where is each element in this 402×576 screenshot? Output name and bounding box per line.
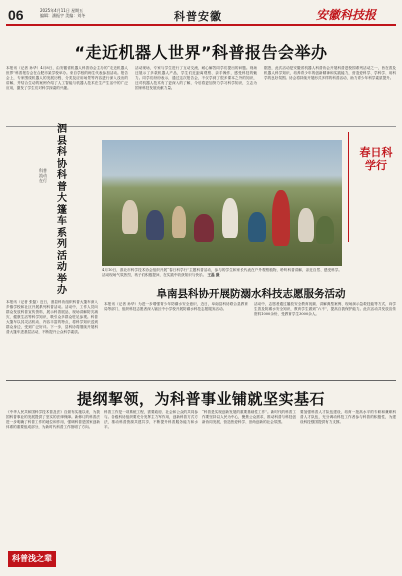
- page-number: 06: [8, 7, 24, 23]
- article-body: 活动现场，专家与学生进行了互动交流，耐心解答同学们提出的问题。现场还展示了多款机器人产品，学生们近距离观察、亲手操作，感受科技的魅力。同学们纷纷表示，通过这次报告会，不仅学到了很多课本之外的知识，还对机器人技术有了更深入的了解，今后将更加努力学习科学知识，立志为国家科技发展贡献力量。: [135, 66, 257, 90]
- person-figure: [272, 190, 290, 246]
- divider: [6, 380, 396, 381]
- article-body: 活动中，志愿者通过播放安全教育视频、讲解典型案例、现场演示急救技能等方式，向学生普及防溺水安全知识，教育学生做到“六不”，提高自我保护能力。此次活动共发放宣传资料1000余份，受教育学生3000余人。: [254, 302, 396, 316]
- photo-caption: [102, 268, 342, 283]
- article-subhead: 科普流动在行: [39, 168, 47, 183]
- person-figure: [122, 200, 138, 234]
- side-title: 春日科学行: [359, 146, 393, 172]
- article-body: 要加强科普人才队伍建设，培育一批高水平的专职和兼职科普人才队伍，充分调动科技工作者参与科普的积极性，为建设科技强国提供有力支撑。: [300, 410, 396, 424]
- article-body: 据悉，此次活动是安徽省机器人科普协会开展科普进校园系列活动之一，旨在普及机器人科学知识，培养青少年的创新精神和实践能力，营造爱科学、学科学、用科学的良好氛围。协会将持续开展形式多样的科普活动，助力青少年科学素质提升。: [264, 66, 396, 80]
- newspaper-logo: 安徽科技报: [316, 8, 377, 22]
- photo-credit: 王磊 摄: [207, 273, 220, 277]
- news-photo: [102, 140, 342, 266]
- person-figure: [298, 208, 314, 242]
- article-body: 本报讯（记者 孙华）4月8日，由安徽省机器人科普协会主办的“走近机器人世界”科普报告会在合肥市某学校举办。来自学校的师生代表参加活动。报告会上，专家围绕机器人的发展历程、分类及应用场景等内容进行深入浅出的讲解，并结合生动的案例介绍了人工智能与机器人技术在生产生活中的广泛应用，激发了学生们对科学探索的兴趣。: [6, 66, 128, 90]
- person-figure: [146, 210, 164, 240]
- person-figure: [172, 206, 186, 238]
- editor-line: 编辑：潘振宇 美编：刘冬: [40, 13, 86, 18]
- caption-text: 4月10日，淮北市科学技术协会组织开展“春日科学行”主题科普活动，参与的学生和家长代表在户外观察植物，聆听科普讲解，亲近自然、感受科学。活动现场气氛热烈，孩子们积极提问，在实践中收获知识与快乐。: [102, 268, 342, 277]
- article-headline: 阜南县科协开展防溺水科技志愿服务活动: [156, 288, 346, 300]
- article-body: 科普工作是一项系统工程，需要政府、社会和公众的共同参与。各级科协组织要充分发挥主力军作用，创新科普方式方法，推动科普资源共建共享，不断提升科普服务能力和水平。: [104, 410, 198, 429]
- article-body: 本报讯（记者 孙华）为进一步增强青少年防溺水安全意识，近日，阜南县科协联合县教育局等部门，组织科技志愿者深入辖区中小学校开展防溺水科技志愿服务活动。: [104, 302, 248, 311]
- article-headline: 提纲挈领，为科普事业铺就坚实基石: [76, 390, 325, 408]
- section-title: 科普安徽: [174, 10, 222, 23]
- column-badge: 科普浅之辈: [8, 551, 56, 567]
- article-headline: “走近机器人世界”科普报告会举办: [74, 43, 328, 62]
- article-body: 本报讯（记者 张磊）近日，泗县科协组织科普大篷车深入乡镇学校和社区开展系列科普活动。活动中，工作人员向群众发放科普宣传资料，展示科普展品，现场讲解防灾减灾、健康生活等科学知识，吸引众多群众驻足参观。科普大篷车以其灵活机动、内容丰富的特点，将科学知识送到群众身边，受到广泛好评。下一步，县科协将继续开展科普大篷车进基层活动，不断提升公众科学素质。: [6, 300, 98, 334]
- person-figure: [248, 212, 266, 242]
- person-figure: [316, 216, 334, 244]
- issue-date: [40, 8, 85, 18]
- date-line: 2025年4月11日 星期五: [40, 8, 84, 13]
- article-body: “科普是实现创新发展的重要基础性工作”。新时代的科普工作要坚持以人民为中心，聚焦公众需求，推动科普与科技创新协同发展，营造热爱科学、崇尚创新的社会氛围。: [202, 410, 296, 424]
- person-figure: [222, 198, 238, 238]
- person-figure: [194, 214, 214, 242]
- vertical-headline: 泗县科协科普大篷车系列活动举办: [57, 124, 67, 296]
- header-rule: [6, 24, 396, 26]
- article-body: 《中华人民共和国科学技术普及法》自颁布实施以来，为我国科普事业的发展提供了坚实的法律保障。新修订的科普法进一步明确了科普工作的地位和作用，强调科普是国家创新体系的重要组成部分，为新时代科普工作指明了方向。: [6, 410, 100, 429]
